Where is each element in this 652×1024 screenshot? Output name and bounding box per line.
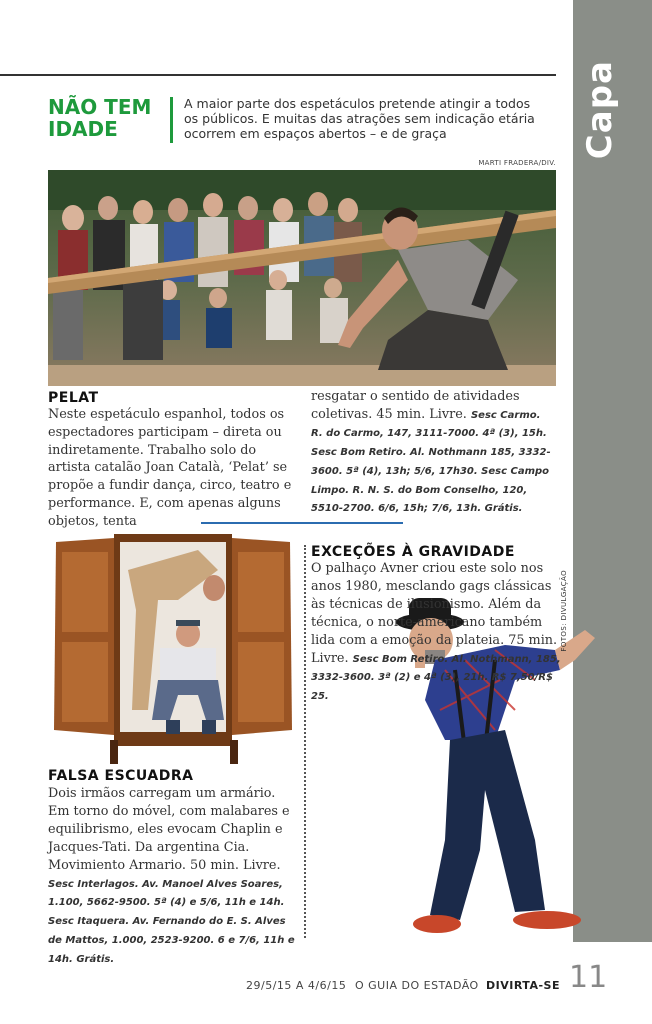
pelat-heading: PELAT [48,390,99,406]
falsa-escuadra-photo [48,530,296,766]
intro-text: A maior parte dos espetáculos pretende atingir a todos os públicos. E muitas das atrações sem indicação etária ocorrem em espaços abertos – e de graça [184,96,535,141]
pelat-text-col2 [311,388,551,518]
excecoes-heading: EXCEÇÕES À GRAVIDADE [311,544,515,560]
footer-guide: O GUIA DO ESTADÃO [355,979,479,992]
column-divider [304,545,306,938]
accent-bar [170,97,173,143]
pelat-text-col1: Neste espetáculo espanhol, todos os espectadores participam – direta ou indiretamente. Trabalho solo do artista catalão Joan Català, ‘Pelat’ se propõe a fundir dança, circo, teatro e performance. E, com apenas alguns objetos, tenta [48,407,292,529]
section-title-line1: NÃO TEM [48,95,152,119]
page-number: 11 [569,960,608,995]
excecoes-description: O palhaço Avner criou este solo nos anos 1980, mesclando gags clássicas às técnicas de ilusionismo. Além da técnica, o norte-americano também lida com a emoção da plateia. 75 min. Livre. [311,561,558,666]
footer-dates: 29/5/15 A 4/6/15 [246,979,347,992]
section-title-line2: IDADE [48,117,118,141]
top-rule [0,74,556,76]
photo-credit: MARTI FRADERA/DIV. [478,159,556,167]
divider-rule [201,522,403,524]
section-tab-label: Capa [580,60,620,160]
falsa-escuadra-heading: FALSA ESCUADRA [48,768,194,784]
falsa-escuadra-venue-info: Sesc Interlagos. Av. Manoel Alves Soares, 1.100, 5662-9500. 5ª (4) e 5/6, 11h e 14h. Sesc Itaquera. Av. Fernando do E. S. Alves de Mattos, 1.000, 2523-9200. 6 e 7/6, 11h e 14h. Grátis. [48,878,295,966]
footer-brand: DIVIRTA-SE [486,979,560,992]
section-title [48,96,158,140]
pelat-photo [48,170,556,386]
falsa-escuadra-description: Dois irmãos carregam um armário. Em torno do móvel, com malabares e equilibrismo, eles evocam Chaplin e Jacques-Tati. Da argentina Cia. Movimiento Armario. 50 min. Livre. [48,786,290,873]
pelat-text-col2-lead: resgatar o sentido de atividades coletivas. 45 min. Livre. [311,389,520,422]
excecoes-venue-info: Sesc Bom Retiro. Al. Nothmann, 185, 3332-3600. 3ª (2) e 4ª (3), 21h. R$ 7,50/R$ 25. [311,653,561,703]
excecoes-text [311,560,561,706]
photo-credit-side: FOTOS: DIVULGAÇÃO [560,570,568,652]
pelat-venue-info: Sesc Carmo. R. do Carmo, 147, 3111-7000. 4ª (3), 15h. Sesc Bom Retiro. Al. Nothmann 185, 3332-3600. 5ª (4), 13h; 5/6, 17h30. Sesc Campo Limpo. R. N. S. do Bom Conselho, 120, 5510-2700. 6/6, 15h; 7/6, 13h. Grátis. [311,409,551,515]
falsa-escuadra-text [48,785,298,969]
